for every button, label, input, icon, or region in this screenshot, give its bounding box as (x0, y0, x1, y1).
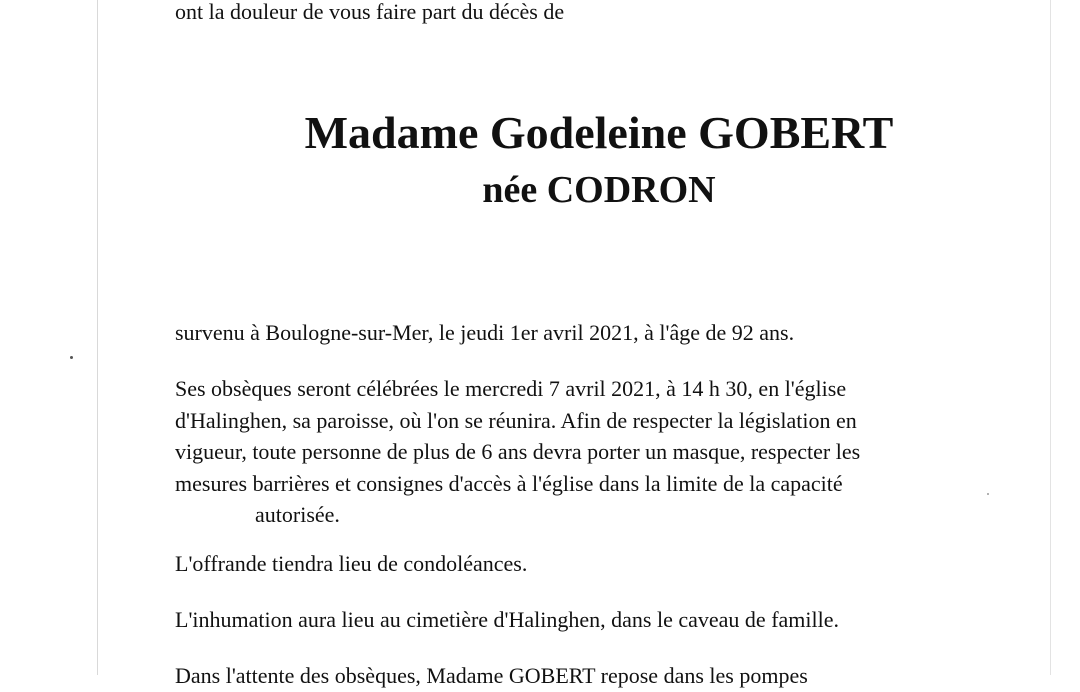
scan-edge-left (97, 0, 98, 675)
obseques-line: Ses obsèques seront célébrées le mercredi 7 avril 2021, à 14 h 30, en l'église (175, 376, 847, 401)
scan-edge-right (1050, 0, 1051, 675)
intro-line: ont la douleur de vous faire part du décès de (175, 0, 565, 24)
obseques-line: autorisée. (255, 502, 340, 527)
obseques-line: vigueur, toute personne de plus de 6 ans devra porter un masque, respecter les (175, 439, 861, 464)
scan-speck (70, 356, 73, 359)
birth-name: née CODRON (482, 169, 716, 211)
inhumation-paragraph: L'inhumation aura lieu au cimetière d'Halinghen, dans le caveau de famille. (175, 607, 839, 632)
offrande-paragraph: L'offrande tiendra lieu de condoléances. (175, 551, 528, 576)
deces-paragraph: survenu à Boulogne-sur-Mer, le jeudi 1er avril 2021, à l'âge de 92 ans. (175, 320, 795, 345)
obseques-line: d'Halinghen, sa paroisse, où l'on se réunira. Afin de respecter la législation en (175, 407, 857, 433)
obseques-line: mesures barrières et consignes d'accès à l'église dans la limite de la capacité (175, 470, 843, 496)
deceased-name: Madame Godeleine GOBERT (304, 107, 894, 158)
scan-speck (987, 493, 989, 495)
obseques-paragraph (175, 373, 975, 531)
repose-paragraph: Dans l'attente des obsèques, Madame GOBERT repose dans les pompes (175, 663, 808, 688)
